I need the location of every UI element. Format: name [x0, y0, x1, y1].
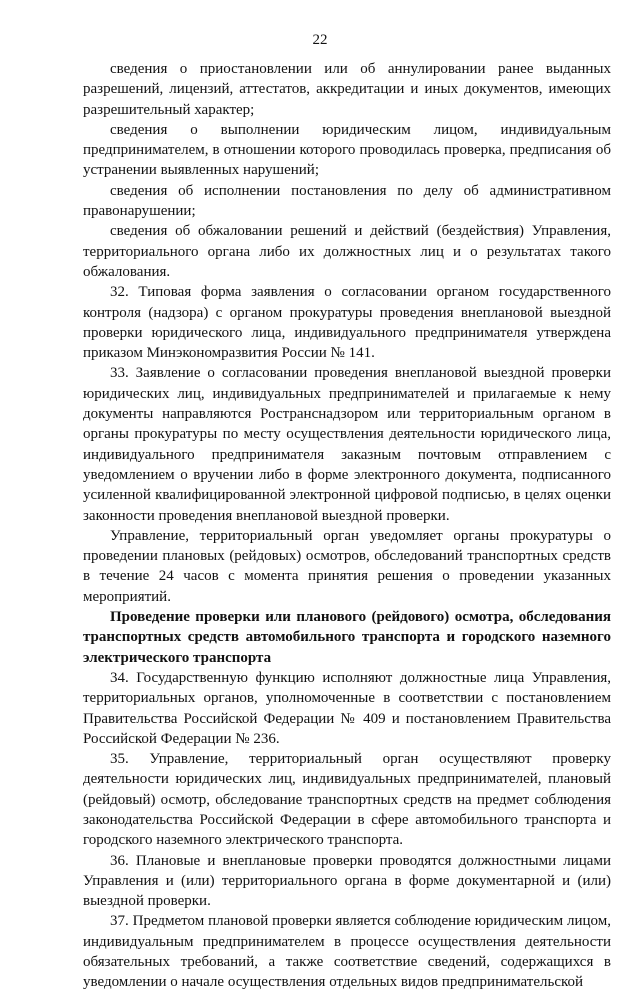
paragraph: сведения о приостановлении или об аннулировании ранее выданных разрешений, лицензий, аттестатов, аккредитации и иных документов, имеющих разрешительный характер; [83, 61, 611, 118]
document-body [83, 59, 611, 993]
paragraph: сведения об обжаловании решений и действий (бездействия) Управления, территориального органа либо их должностных лиц и о результатах такого обжалования. [83, 223, 611, 280]
page-number: 22 [312, 32, 328, 48]
paragraph: 34. Государственную функцию исполняют должностные лица Управления, территориальных органов, уполномоченные в соответствии с постановлением Правительства Российской Федерации № 409 и постановлением Правительства Российской Федерации № 236. [83, 669, 611, 747]
paragraph: 32. Типовая форма заявления о согласовании органом государственного контроля (надзора) с органом прокуратуры проведения внеплановой выездной проверки юридического лица, индивидуального предпринимателя утверждена приказом Минэкономразвития России № 141. [83, 284, 611, 362]
paragraph: сведения о выполнении юридическим лицом, индивидуальным предпринимателем, в отношении которого проводилась проверка, предписания об устранении выявленных нарушений; [83, 121, 611, 179]
paragraph: 35. Управление, территориальный орган осуществляют проверку деятельности юридических лиц, индивидуальных предпринимателей, плановый (рейдовый) осмотр, обследование транспортных средств на предмет соблюдения законодательства Российской Федерации в сфере автомобильного транспорта и городского наземного электрического транспорта. [83, 751, 611, 849]
section-heading: Проведение проверки или планового (рейдового) осмотра, обследования транспортных средств автомобильного транспорта и городского наземного электрического транспорта [83, 609, 611, 666]
paragraph: 36. Плановые и внеплановые проверки проводятся должностными лицами Управления и (или) территориального органа в форме документарной и (или) выездной проверки. [83, 852, 611, 910]
paragraph: Управление, территориальный орган уведомляет органы прокуратуры о проведении плановых (рейдовых) осмотров, обследований транспортных средств в течение 24 часов с момента принятия решения о проведении указанных мероприятий. [83, 527, 611, 605]
paragraph: сведения об исполнении постановления по делу об административном правонарушении; [83, 182, 611, 220]
paragraph: 37. Предметом плановой проверки является соблюдение юридическим лицом, индивидуальным предпринимателем в процессе осуществления деятельности обязательных требований, а также соответствие сведений, содержащихся в уведомлении о начале осуществления отдельных видов предпринимательской [83, 913, 611, 991]
paragraph: 33. Заявление о согласовании проведения внеплановой выездной проверки юридических лиц, индивидуальных предпринимателей и прилагаемые к нему документы направляются Ространснадзором или территориальным органом в органы прокуратуры по месту осуществления деятельности юридического лица, индивидуального предпринимателя заказным почтовым отправлением с уведомлением о вручении либо в форме электронного документа, подписанного усиленной квалифицированной электронной цифровой подписью, в целях оценки законности проведения внеплановой выездной проверки. [83, 365, 611, 524]
